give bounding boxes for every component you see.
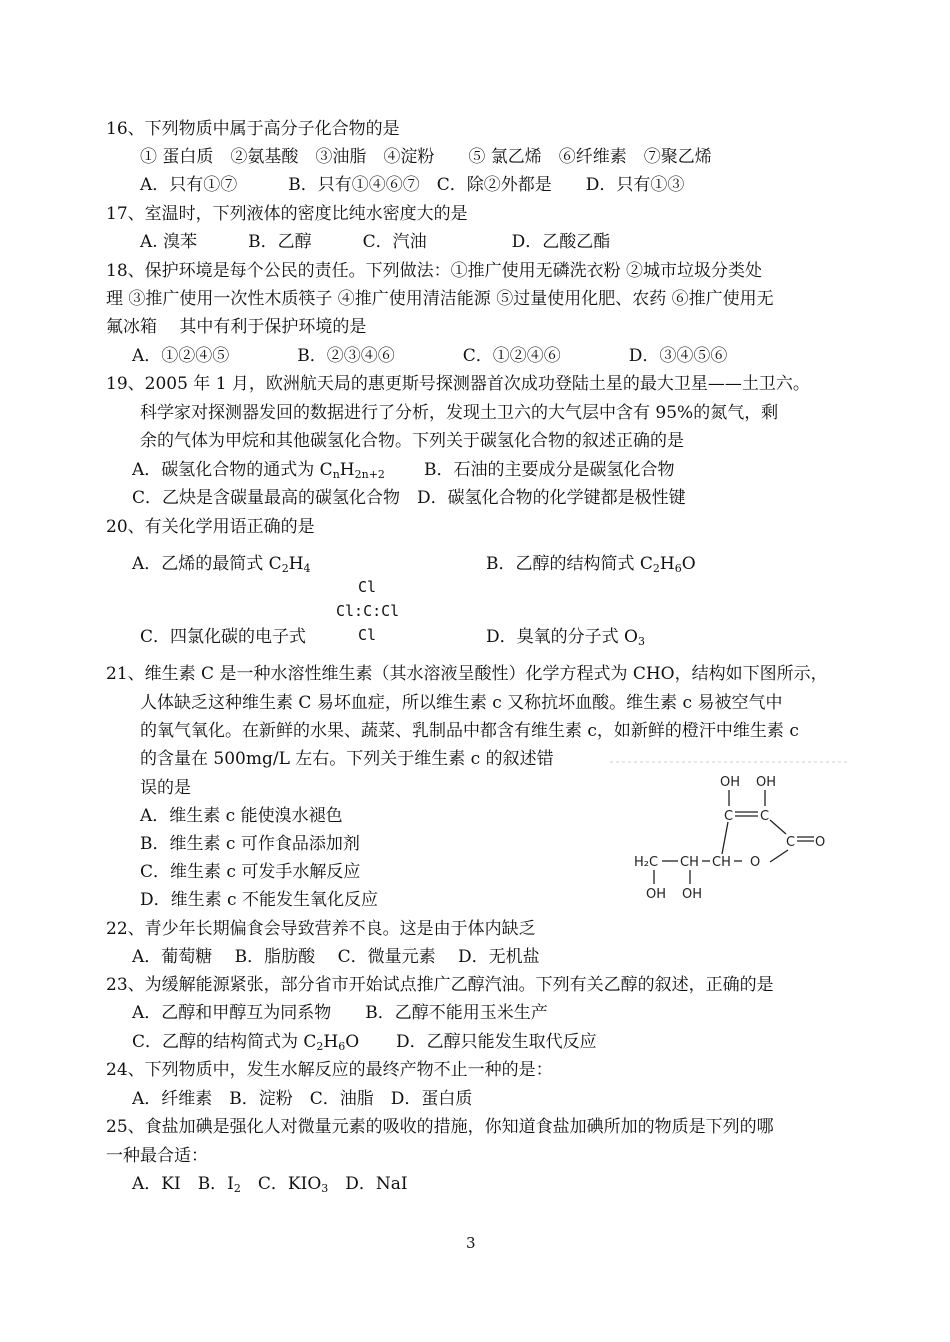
q19-line3: 余的气体为甲烷和其他碳氢化合物。下列关于碳氢化合物的叙述正确的是 <box>140 431 684 451</box>
q22-options: A．葡萄糖 B．脂肪酸 C．微量元素 D．无机盐 <box>132 947 540 967</box>
q23-option-c-o: O <box>345 1032 360 1052</box>
q20-stem: 20、有关化学用语正确的是 <box>106 517 315 537</box>
q23-options-ab: A．乙醇和甲醇互为同系物 B．乙醇不能用玉米生产 <box>132 1003 548 1023</box>
q20-option-b-h: H <box>659 554 675 574</box>
q20-option-b-text: B．乙醇的结构简式 C <box>486 554 653 574</box>
q21-option-d: D．维生素 c 不能发生氧化反应 <box>140 890 378 910</box>
q19-line1: 19、2005 年 1 月，欧洲航天局的惠更斯号探测器首次成功登陆土星的最大卫星——土卫六。 <box>106 374 810 394</box>
q23-option-c-sub2: 6 <box>338 1040 346 1053</box>
q21-option-a: A．维生素 c 能使溴水褪色 <box>140 806 343 826</box>
q18-line3: 氟冰箱 其中有利于保护环境的是 <box>106 317 367 337</box>
q21-line5: 误的是 <box>140 778 191 798</box>
q23-option-c <box>132 1031 359 1058</box>
q20-option-a-sub2: 4 <box>303 562 311 575</box>
q23-option-d: D．乙醇只能发生取代反应 <box>396 1032 597 1052</box>
q20-option-c: C．四氯化碳的电子式 <box>140 627 307 647</box>
q20-option-b-sub1: 2 <box>652 562 660 575</box>
q17-options: A. 溴苯 B．乙醇 C．汽油 D．乙酸乙酯 <box>140 232 611 252</box>
struct-oh3: OH <box>646 887 667 902</box>
q19-line2: 科学家对探测器发回的数据进行了分析，发现土卫六的大气层中含有 95%的氮气，剩 <box>140 403 779 423</box>
q16-options: A．只有①⑦ B．只有①④⑥⑦ C．除②外都是 D．只有①③ <box>140 175 685 195</box>
q24-options: A．纤维素 B．淀粉 C．油脂 D．蛋白质 <box>132 1089 473 1109</box>
q21-option-b: B．维生素 c 可作食品添加剂 <box>140 834 360 854</box>
vitamin-c-structure <box>610 758 860 908</box>
q21-line4: 的含量在 500mg/L 左右。下列关于维生素 c 的叙述错 <box>140 749 554 769</box>
q25-option-d: D．NaI <box>328 1174 408 1194</box>
struct-ch2: CH <box>712 855 731 870</box>
electron-formula-cl-mid: Cl:C:Cl <box>336 602 400 620</box>
q19-option-a-sub2: 2n+2 <box>354 468 385 481</box>
q21-line3: 的氧气氧化。在新鲜的水果、蔬菜、乳制品中都含有维生素 c，如新鲜的橙汗中维生素 c <box>140 721 799 741</box>
q20-option-b-sub2: 6 <box>674 562 682 575</box>
q21-line1: 21、维生素 C 是一种水溶性维生素（其水溶液呈酸性）化学方程式为 CHO，结构如下图所示， <box>106 664 828 684</box>
struct-c1: C <box>724 809 734 824</box>
q18-line2: 理 ③推广使用一次性木质筷子 ④推广使用清洁能源 ⑤过量使用化肥、农药 ⑥推广使用无 <box>106 289 774 309</box>
q16-stem: 16、下列物质中属于高分子化合物的是 <box>106 119 400 139</box>
q19-option-a-h: H <box>339 460 355 480</box>
q20-option-b <box>486 553 696 580</box>
q19-option-b: B．石油的主要成分是碳氢化合物 <box>424 460 675 480</box>
q25-option-b-sub: 2 <box>233 1182 241 1195</box>
struct-oh2: OH <box>756 775 777 790</box>
q20-option-a-text: A．乙烯的最简式 C <box>132 554 282 574</box>
q25-line1: 25、食盐加碘是强化人对微量元素的吸收的措施，你知道食盐加碘所加的物质是下列的哪 <box>106 1117 774 1137</box>
q23-option-c-sub1: 2 <box>316 1040 324 1053</box>
q20-option-a-h: H <box>288 554 304 574</box>
q19-option-a-text: A．碳氢化合物的通式为 C <box>132 460 333 480</box>
q20-option-a-sub1: 2 <box>281 562 289 575</box>
q25-option-ab: A．KI B．I <box>132 1174 234 1194</box>
q20-option-d <box>486 626 645 653</box>
q19-option-a-sub1: n <box>332 468 340 481</box>
q17-stem: 17、室温时，下列液体的密度比纯水密度大的是 <box>106 204 468 224</box>
q20-option-d-sub: 3 <box>637 635 645 648</box>
q18-options: A．①②④⑤ B．②③④⑥ C．①②④⑥ D．③④⑤⑥ <box>132 346 728 366</box>
q22-stem: 22、青少年长期偏食会导致营养不良。这是由于体内缺乏 <box>106 919 536 939</box>
q18-line1: 18、保护环境是每个公民的责任。下列做法：①推广使用无磷洗衣粉 ②城市垃圾分类处 <box>106 261 763 281</box>
struct-o-ring: O <box>750 855 761 870</box>
q20-option-d-text: D．臭氧的分子式 O <box>486 627 638 647</box>
q20-option-b-o: O <box>681 554 696 574</box>
q20-option-a <box>132 553 311 580</box>
struct-ch1: CH <box>680 855 699 870</box>
struct-h2c: H₂C <box>634 855 659 870</box>
q19-option-a <box>132 459 385 486</box>
q25-options <box>132 1173 408 1200</box>
q23-option-c-h: H <box>323 1032 339 1052</box>
struct-c3: C <box>786 835 796 850</box>
q23-stem: 23、为缓解能源紧张，部分省市开始试点推广乙醇汽油。下列有关乙醇的叙述，正确的是 <box>106 975 774 995</box>
q25-line2: 一种最合适： <box>106 1146 208 1166</box>
q25-option-c: C．KIO <box>240 1174 322 1194</box>
q24-stem: 24、下列物质中，发生水解反应的最终产物不止一种的是： <box>106 1060 553 1080</box>
q23-option-c-text: C．乙醇的结构简式为 C <box>132 1032 317 1052</box>
struct-oh1: OH <box>720 775 741 790</box>
q21-option-c: C．维生素 c 可发手水解反应 <box>140 862 361 882</box>
electron-formula-cl-top: Cl <box>358 578 377 596</box>
q25-option-c-sub: 3 <box>321 1182 329 1195</box>
q21-line2: 人体缺乏这种维生素 C 易坏血症，所以维生素 c 又称抗坏血酸。维生素 c 易被空气中 <box>140 693 783 713</box>
page-number: 3 <box>466 1234 476 1252</box>
q16-items: ① 蛋白质 ②氨基酸 ③油脂 ④淀粉 ⑤ 氯乙烯 ⑥纤维素 ⑦聚乙烯 <box>140 147 712 167</box>
electron-formula-cl-bot: Cl <box>358 626 377 644</box>
struct-o-double: O <box>815 835 826 850</box>
q19-options-cd: C．乙炔是含碳量最高的碳氢化合物 D．碳氢化合物的化学键都是极性键 <box>132 488 686 508</box>
struct-oh4: OH <box>682 887 703 902</box>
struct-c2: C <box>760 809 770 824</box>
